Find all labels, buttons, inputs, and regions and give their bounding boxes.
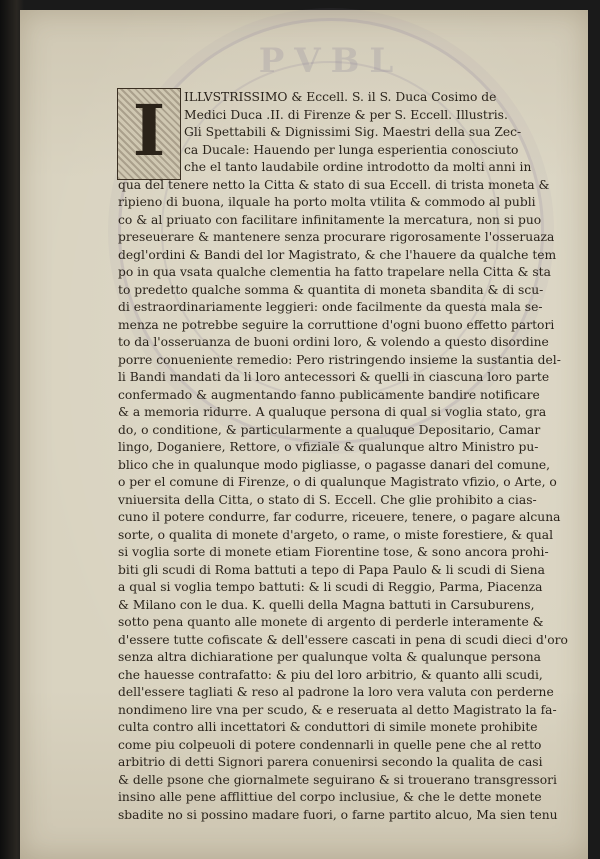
decorated-initial-letter: I bbox=[132, 89, 166, 172]
text-line: nondimeno lire vna per scudo, & e reseruata al detto Magistrato la fa- bbox=[118, 702, 557, 717]
text-line: to da l'osseruanza de buoni ordini loro, & volendo a questo disordine bbox=[118, 335, 549, 349]
text-line: vniuersita della Citta, o stato di S. Eccell. Che glie prohibito a cias- bbox=[118, 492, 537, 507]
text-line: ILLVSTRISSIMO & Eccell. S. il S. Duca Cosimo de bbox=[184, 90, 497, 104]
text-line: come piu colpeuoli di potere condennarli in quelle pene che al retto bbox=[118, 737, 542, 752]
text-line: dell'essere tagliati & reso al padrone la loro vera valuta con perderne bbox=[118, 685, 554, 699]
text-line: co & al priuato con facilitare infinitamente la mercatura, non si puo bbox=[118, 212, 542, 227]
text-line: blico che in qualunque modo pigliasse, o pagasse danari del comune, bbox=[118, 457, 551, 472]
text-line: o per el comune di Firenze, o di qualunque Magistrato vfizio, o Arte, o bbox=[118, 475, 557, 489]
text-line: & delle psone che giornalmete seguirano & si trouerano transgressori bbox=[118, 772, 557, 787]
text-line: preseuerare & mantenere senza procurare rigorosamente l'osseruaza bbox=[118, 230, 555, 244]
text-line: qua del tenere netto la Citta & stato di sua Eccell. di trista moneta & bbox=[118, 177, 550, 192]
text-line: arbitrio di detti Signori parera conuenirsi secondo la qualita de casi bbox=[118, 755, 543, 769]
text-line: Medici Duca .II. di Firenze & per S. Eccell. Illustris. bbox=[184, 107, 508, 122]
text-line: ripieno di buona, ilquale ha porto molta vtilita & commodo al publi bbox=[118, 195, 536, 209]
text-line: & a memoria ridurre. A qualuque persona di qual si voglia stato, gra bbox=[118, 405, 547, 419]
text-line: do, o conditione, & particularmente a qualuque Depositario, Camar bbox=[118, 422, 541, 437]
text-line: d'essere tutte cofiscate & dell'essere cascati in pena di scudi dieci d'oro bbox=[118, 632, 568, 647]
text-line: cuno il potere condurre, far codurre, riceuere, tenere, o pagare alcuna bbox=[118, 510, 561, 524]
text-line: culta contro alli incettatori & conduttori di simile monete prohibite bbox=[118, 720, 538, 734]
text-line: biti gli scudi di Roma battuti a tepo di Papa Paulo & li scudi di Siena bbox=[118, 562, 545, 577]
text-line: che el tanto laudabile ordine introdotto da molti anni in bbox=[184, 160, 532, 174]
text-line: lingo, Doganiere, Rettore, o vfiziale & qualunque altro Ministro pu- bbox=[118, 440, 539, 454]
text-line: a qual si voglia tempo battuti: & li scudi di Reggio, Parma, Piacenza bbox=[118, 580, 543, 594]
text-line: Gli Spettabili & Dignissimi Sig. Maestri della sua Zec- bbox=[184, 125, 522, 139]
text-line: degl'ordini & Bandi del lor Magistrato, & che l'hauere da qualche tem bbox=[118, 247, 557, 262]
text-line: sotto pena quanto alle monete di argento di perderle interamente & bbox=[118, 615, 544, 629]
text-line: sbadite no si possino madare fuori, o farne partito alcuo, Ma sien tenu bbox=[118, 807, 558, 822]
text-line: che hauesse contrafatto: & piu del loro arbitrio, & quanto alli scudi, bbox=[118, 667, 543, 682]
text-line: confermado & augmentando fanno publicamente bandire notificare bbox=[118, 387, 540, 402]
text-line: li Bandi mandati da li loro antecessori & quelli in ciascuna loro parte bbox=[118, 370, 550, 384]
text-line: ca Ducale: Hauendo per lunga esperientia conosciuto bbox=[184, 142, 519, 157]
text-line: si voglia sorte di monete etiam Fiorentine tose, & sono ancora prohi- bbox=[118, 545, 549, 559]
text-line: insino alle pene afflittiue del corpo inclusiue, & che le dette monete bbox=[118, 790, 542, 804]
text-line: senza altra dichiaratione per qualunque volta & qualunque persona bbox=[118, 650, 542, 664]
text-line: menza ne potrebbe seguire la corruttione d'ogni buono effetto partori bbox=[118, 317, 555, 332]
text-line: po in qua vsata qualche clementia ha fatto trapelare nella Citta & sta bbox=[118, 265, 551, 279]
text-line: & Milano con le dua. K. quelli della Magna battuti in Carsuburens, bbox=[118, 597, 535, 612]
text-line: sorte, o qualita di monete d'argeto, o rame, o miste forestiere, & qual bbox=[118, 527, 554, 542]
library-stamp-text: PVBL bbox=[258, 41, 404, 81]
text-line: to predetto qualche somma & quantita di moneta sbandita & di scu- bbox=[118, 282, 544, 297]
document-text bbox=[118, 89, 568, 824]
text-line: porre conueniente remedio: Pero ristringendo insieme la sustantia del- bbox=[118, 352, 561, 367]
text-line: di estraordinariamente leggieri: onde facilmente da questa mala se- bbox=[118, 300, 543, 314]
